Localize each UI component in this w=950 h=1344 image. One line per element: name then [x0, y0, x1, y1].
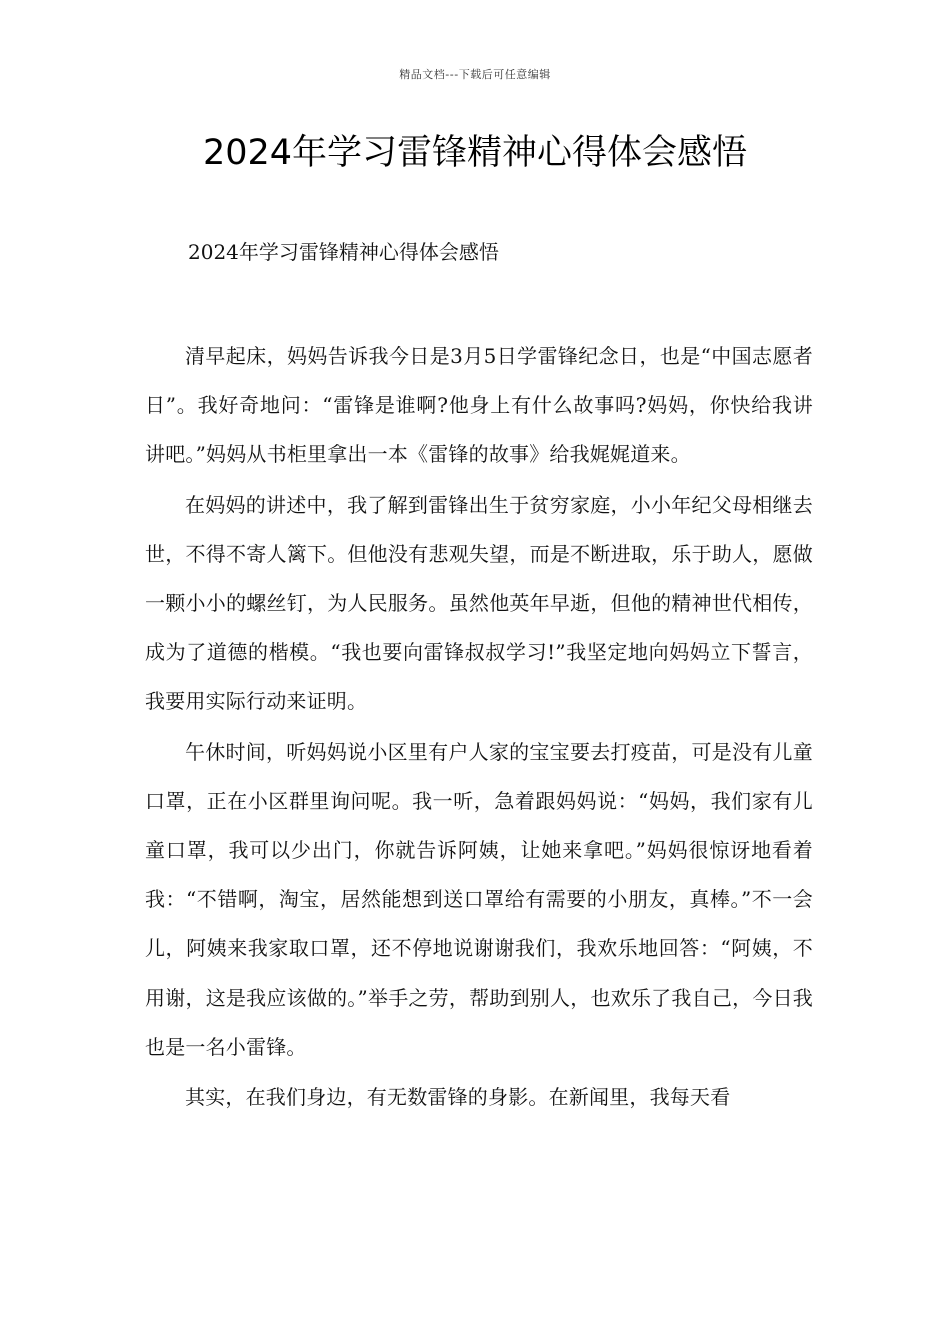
document-subtitle: 2024年学习雷锋精神心得体会感悟: [188, 240, 499, 264]
paragraph: 其实，在我们身边，有无数雷锋的身影。在新闻里，我每天看: [185, 1085, 731, 1110]
paragraph: 午休时间，听妈妈说小区里有户人家的宝宝要去打疫苗，可是没有儿童口罩，正在小区群里询问呢。我一听，急着跟妈妈说：“妈妈，我们家有儿童口罩，我可以少出门，你就告诉阿姨，让她来拿吧。”妈妈很惊讶地看着我：“不错啊，淘宝，居然能想到送口罩给有需要的小朋友，真棒。”不一会儿，阿姨来我家取口罩，还不停地说谢谢我们，我欢乐地回答：“阿姨，不用谢，这是我应该做的。”举手之劳，帮助到别人，也欢乐了我自己，今日我也是一名小雷锋。: [145, 739, 813, 1059]
page-header: 精品文档---下载后可任意编辑: [399, 68, 551, 81]
paragraph: 清早起床，妈妈告诉我今日是3月5日学雷锋纪念日，也是“中国志愿者日”。我好奇地问：“雷锋是谁啊?他身上有什么故事吗?妈妈，你快给我讲讲吧。”妈妈从书柜里拿出一本《雷锋的故事》给我娓娓道来。: [145, 344, 813, 467]
paragraph: 在妈妈的讲述中，我了解到雷锋出生于贫穷家庭，小小年纪父母相继去世，不得不寄人篱下。但他没有悲观失望，而是不断进取，乐于助人，愿做一颗小小的螺丝钉，为人民服务。虽然他英年早逝，但他的精神世代相传，成为了道德的楷模。“我也要向雷锋叔叔学习!”我坚定地向妈妈立下誓言，我要用实际行动来证明。: [145, 492, 813, 714]
document-title: 2024年学习雷锋精神心得体会感悟: [202, 133, 748, 173]
document-body: [145, 332, 813, 1123]
